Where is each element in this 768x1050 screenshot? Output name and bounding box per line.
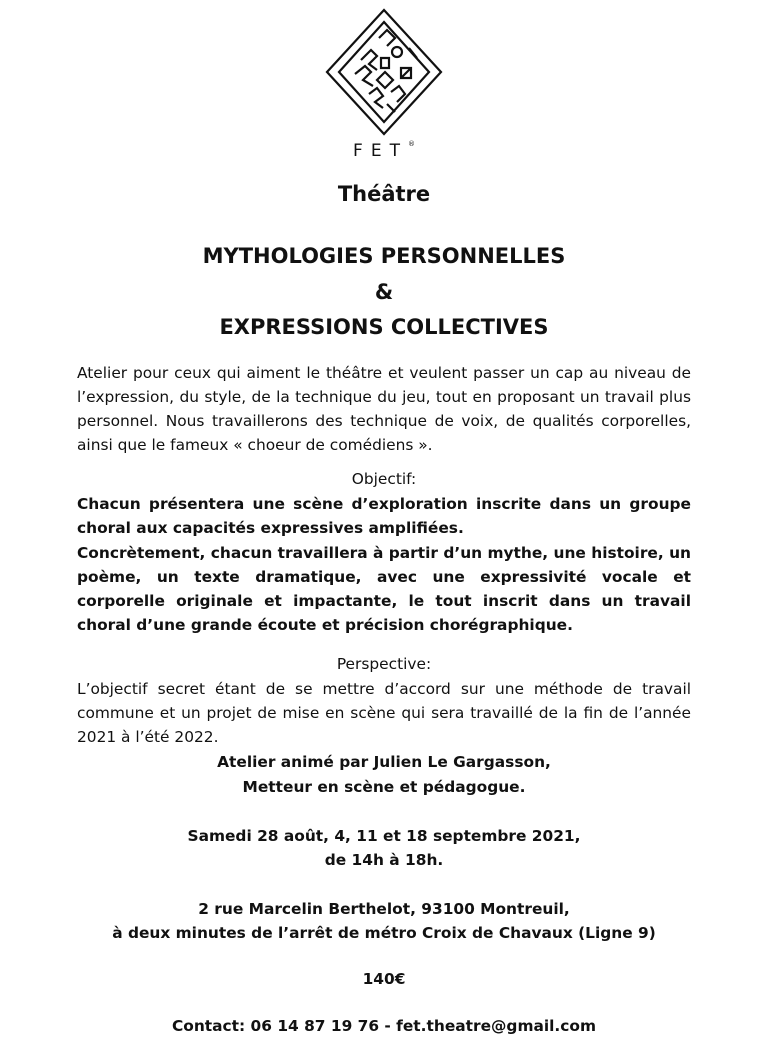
dates-line-1: Samedi 28 août, 4, 11 et 18 septembre 2021, <box>187 827 581 845</box>
title-line-2: & <box>374 280 394 304</box>
address-line-2: à deux minutes de l’arrêt de métro Croix de Chavaux (Ligne 9) <box>112 924 656 942</box>
title-line-3: EXPRESSIONS COLLECTIVES <box>219 315 549 339</box>
category-heading: Théâtre <box>337 182 431 206</box>
perspective-paragraph: L’objectif secret étant de se mettre d’accord sur une méthode de travail commune et un projet de mise en scène qui sera travaillé de la fin de l’année 2021 à l’été 2022. <box>77 680 691 746</box>
price: 140€ <box>362 970 406 988</box>
dates-line-2: de 14h à 18h. <box>324 851 444 869</box>
contact-line: Contact: 06 14 87 19 76 - fet.theatre@gmail.com <box>171 1017 596 1035</box>
objectif-heading: Objectif: <box>351 470 417 488</box>
fet-diamond-logo-icon <box>325 8 443 136</box>
fet-logo <box>325 8 443 136</box>
animator-line-1: Atelier animé par Julien Le Gargasson, <box>217 753 551 771</box>
animator-line-2: Metteur en scène et pédagogue. <box>242 778 526 796</box>
objectif-paragraph-2: Concrètement, chacun travaillera à partir d’un mythe, une histoire, un poème, un texte dramatique, avec une expressivité vocale et corporelle originale et impactante, le tout inscrit dans un travail choral d’une grande écoute et précision chorégraphique. <box>77 544 691 634</box>
perspective-heading: Perspective: <box>336 655 432 673</box>
address-line-1: 2 rue Marcelin Berthelot, 93100 Montreuil, <box>198 900 570 918</box>
intro-paragraph: Atelier pour ceux qui aiment le théâtre et veulent passer un cap au niveau de l’expression, du style, de la technique du jeu, tout en proposant un travail plus personnel. Nous travaillerons des technique de voix, de qualités corporelles, ainsi que le fameux « choeur de comédiens ». <box>77 364 691 454</box>
title-line-1: MYTHOLOGIES PERSONNELLES <box>202 244 566 268</box>
objectif-paragraph-1: Chacun présentera une scène d’exploration inscrite dans un groupe choral aux capacités expressives amplifiées. <box>77 495 691 537</box>
logo-wordmark: FET® <box>353 140 415 161</box>
